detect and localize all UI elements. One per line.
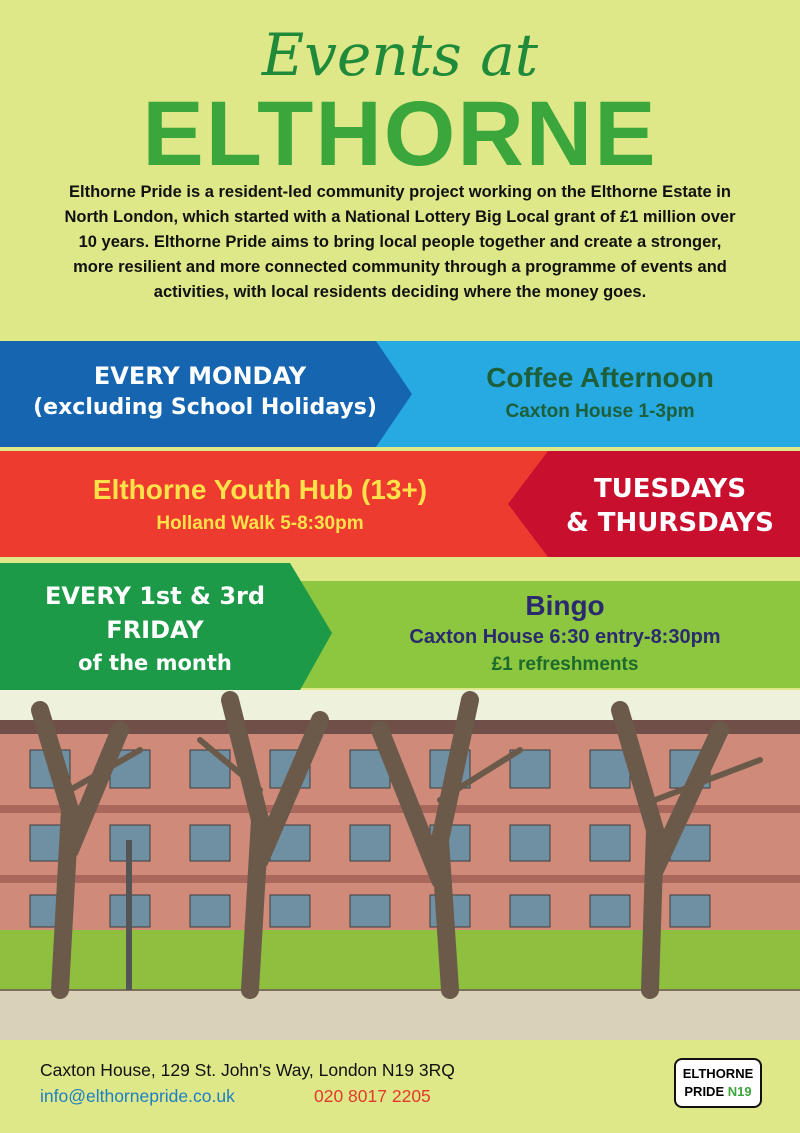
title-events-at: Events at — [261, 21, 539, 89]
coffee-afternoon-details: Caxton House 1-3pm — [505, 401, 695, 422]
estate-illustration — [0, 690, 800, 1050]
footer — [0, 1040, 800, 1133]
logo-n19: N19 — [727, 1084, 752, 1099]
tuesday-schedule-line2: & THURSDAYS — [566, 508, 774, 538]
event-youth-hub — [0, 451, 800, 557]
event-coffee-afternoon — [0, 341, 800, 447]
bingo-title: Bingo — [525, 590, 605, 621]
elthorne-pride-logo — [674, 1058, 762, 1108]
intro-paragraph: Elthorne Pride is a resident-led community project working on the Elthorne Estate in North London, which started with a National Lottery Big Local grant of £1 million over 10 years. Elthorne Pride aims to bring local people together and create a stronger, more resilient and more connected community through a programme of events and activities, with local residents deciding where the money goes. — [64, 183, 736, 301]
logo-pride: PRIDE — [684, 1084, 725, 1099]
friday-schedule-line2: FRIDAY — [106, 616, 204, 644]
friday-schedule-line1: EVERY 1st & 3rd — [44, 582, 266, 610]
footer-email[interactable]: info@elthornepride.co.uk — [40, 1086, 235, 1106]
footer-address: Caxton House, 129 St. John's Way, London N19 3RQ — [40, 1060, 455, 1080]
coffee-afternoon-title: Coffee Afternoon — [486, 362, 714, 393]
footer-phone[interactable]: 020 8017 2205 — [314, 1086, 431, 1106]
bingo-details: Caxton House 6:30 entry-8:30pm — [409, 626, 721, 648]
friday-schedule-line3: of the month — [78, 651, 232, 675]
youth-hub-details: Holland Walk 5-8:30pm — [156, 513, 364, 534]
logo-line1: ELTHORNE — [682, 1066, 754, 1081]
bingo-refreshments: £1 refreshments — [491, 654, 639, 675]
event-bingo — [0, 563, 800, 708]
tuesday-schedule-line1: TUESDAYS — [593, 474, 747, 504]
monday-schedule-line1: EVERY MONDAY — [93, 362, 307, 390]
title-elthorne: ELTHORNE — [142, 83, 658, 185]
youth-hub-title: Elthorne Youth Hub (13+) — [92, 474, 428, 505]
logo-line2 — [676, 1083, 760, 1101]
monday-schedule-line2: (excluding School Holidays) — [33, 395, 377, 420]
